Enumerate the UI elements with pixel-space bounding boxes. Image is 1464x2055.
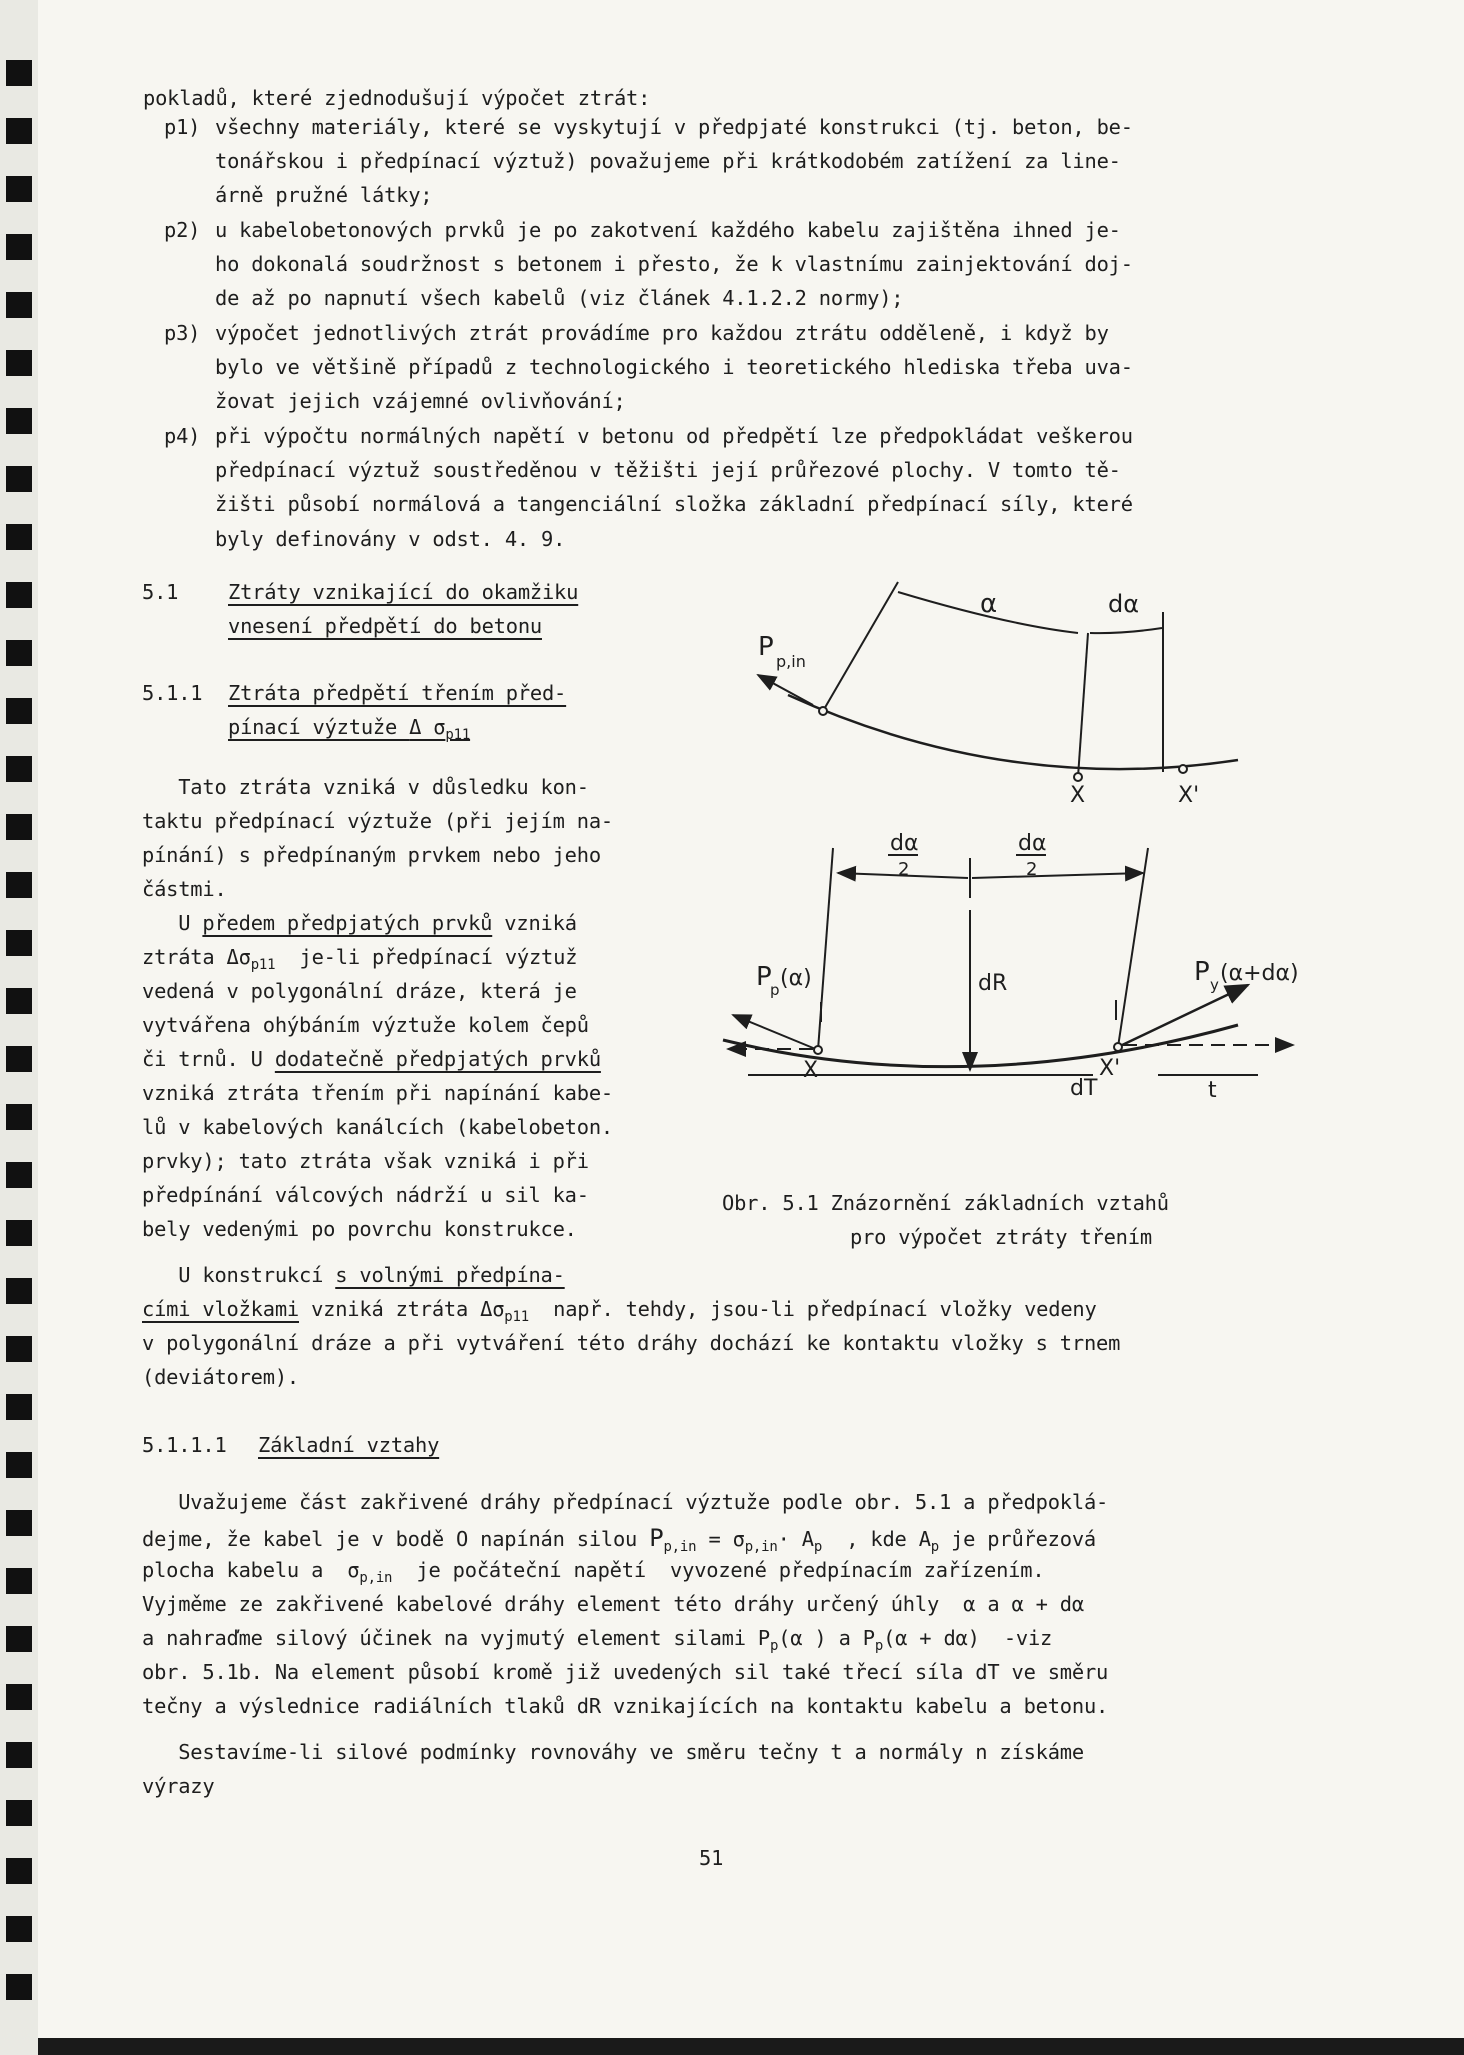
p4-marker: p4) [164,424,201,448]
p4-line: při výpočtu normálných napětí v betonu od předpětí lze předpokládat veškerou [215,424,1133,448]
paragraph-line: U předem předpjatých prvků vzniká [142,911,577,935]
p1-marker: p1) [164,115,201,139]
dalpha-arc [1090,628,1162,633]
paragraph-line: cími vložkami vzniká ztráta $\Delta\sigma_{p11}$ např. tehdy, jsou-li předpínací vložky vedeny [142,1297,1097,1326]
x-prime-label: X' [1099,1056,1121,1081]
paragraph-line: U konstrukcí s volnými předpína- [142,1263,565,1287]
t-label: t [1208,1078,1217,1103]
dR-label: dR [978,971,1008,996]
paragraph-line: vytvářena ohýbáním výztuže kolem čepů [142,1013,589,1037]
half-dalpha-num: dα [1018,831,1047,856]
dT-label: dT [1070,1076,1098,1101]
paragraph-line: prvky); tato ztráta však vzniká i při [142,1149,589,1173]
force-label: P [758,632,774,662]
p2-line: u kabelobetonových prvků je po zakotvení každého kabelu zajištěna ihned je- [215,218,1121,242]
document-page [38,0,1464,2038]
section-5-1-title: Ztráty vznikající do okamžiku [228,580,579,604]
paragraph-line: vedená v polygonální dráze, která je [142,979,577,1003]
paragraph-line: plocha kabelu a $\sigma_{p,in}$ je počáteční napětí vyvozené předpínacím zařízením. [142,1558,1045,1587]
x-label: X [1070,783,1086,808]
p1-line: tonářskou i předpínací výztuž) považujeme při krátkodobém zatížení za line- [215,149,1121,173]
paragraph-line: a nahraďme silový účinek na vyjmutý element silami $P_p(\alpha$ ) a $P_p(\alpha + d\alpha)$ -viz [142,1626,1053,1655]
radius-line [1078,633,1088,777]
alpha-label: α [980,589,998,619]
intro-line: pokladů, které zjednodušují výpočet ztrát: [143,86,651,110]
p1-line: árně pružné látky; [215,183,433,207]
left-force-arg: (α) [780,966,812,991]
radius-line [823,582,898,711]
paragraph-line: či trnů. U dodatečně předpjatých prvků [142,1047,601,1071]
force-sub-label: p,in [776,652,806,671]
half-dalpha-den: 2 [1026,859,1038,880]
paragraph-line: taktu předpínací výztuže (při jejím na- [142,809,613,833]
p3-line: bylo ve většině případů z technologického i teoretického hlediska třeba uva- [215,355,1133,379]
left-force-label: P [756,962,772,992]
right-force-label: P [1194,957,1210,987]
right-force-arg: (α+dα) [1220,961,1299,986]
paragraph-line: lů v kabelových kanálcích (kabelobeton. [142,1115,613,1139]
paragraph-line: dejme, že kabel je v bodě O napínán silou $P_{p,in} = \sigma_{p,in}\cdot A_p$ , kde $A_p$ je průřezová [142,1524,1096,1556]
cable-element [723,1025,1238,1067]
paragraph-line: bely vedenými po povrchu konstrukce. [142,1217,577,1241]
paragraph-line: výrazy [142,1774,215,1798]
figure-caption: Obr. 5.1 Znázornění základních vztahů [722,1191,1169,1215]
dimension-arrow [972,873,1143,878]
page-number: 51 [699,1846,724,1870]
p3-line: žovat jejich vzájemné ovlivňování; [215,389,626,413]
dalpha-label: dα [1108,590,1140,618]
section-5-1-1-1-title: Základní vztahy [258,1433,440,1457]
cable-curve [788,695,1238,769]
x-label: X [803,1058,819,1083]
radius-line [1118,848,1148,1047]
p1-line: všechny materiály, které se vyskytují v předpjaté konstrukci (tj. beton, be- [215,115,1133,139]
p4-line: byly definovány v odst. 4. 9. [215,527,566,551]
paragraph-line: obr. 5.1b. Na element působí kromě již uvedených sil také třecí síla dT ve směru [142,1660,1109,1684]
p2-line: ho dokonalá soudržnost s betonem i přesto, že k vlastnímu zainjektování doj- [215,252,1133,276]
p2-line: de až po napnutí všech kabelů (viz článek 4.1.2.2 normy); [215,286,904,310]
half-dalpha-num: dα [890,831,919,856]
section-5-1-1-title: pínací výztuže Δ $\sigma_{p11}$ [228,715,471,744]
figure-caption: pro výpočet ztráty třením [850,1225,1152,1249]
section-5-1-title: vnesení předpětí do betonu [228,614,542,638]
section-5-1-1-number: 5.1.1 [142,681,203,705]
force-arrow [758,675,813,705]
binder-strip [0,0,38,2055]
paragraph-line: částmi. [142,877,227,901]
p4-line: žišti působí normálová a tangenciální složka základní předpínací síly, které [215,492,1133,516]
figure-5-1 [718,570,1358,1270]
left-force-sub: p [770,981,780,999]
p2-marker: p2) [164,218,201,242]
paragraph-line: Vyjměme ze zakřivené kabelové dráhy element této dráhy určený úhly α a α + dα [142,1592,1084,1616]
paragraph-line: Uvažujeme část zakřivené dráhy předpínací výztuže podle obr. 5.1 a předpoklá- [142,1490,1109,1514]
paragraph-line: v polygonální dráze a při vytváření této dráhy dochází ke kontaktu vložky s trnem [142,1331,1121,1355]
paragraph-line: Tato ztráta vzniká v důsledku kon- [142,775,589,799]
right-force-sub: y [1210,976,1219,994]
section-5-1-1-title: Ztráta předpětí třením před- [228,681,567,705]
x-prime-label: X' [1178,783,1200,808]
paragraph-line: ztráta $\Delta\sigma_{p11}$ je-li předpínací výztuž [142,945,578,974]
paragraph-line: (deviátorem). [142,1365,299,1389]
p3-marker: p3) [164,321,201,345]
figure-top-diagram [758,582,1238,781]
section-5-1-number: 5.1 [142,580,179,604]
p4-line: předpínací výztuž soustředěnou v těžišti její průřezové plochy. V tomto tě- [215,458,1121,482]
half-dalpha-den: 2 [898,859,910,880]
paragraph-line: předpínání válcových nádrží u sil ka- [142,1183,589,1207]
paragraph-line: Sestavíme-li silové podmínky rovnováhy ve směru tečny t a normály n získáme [142,1740,1084,1764]
paragraph-line: pínání) s předpínaným prvkem nebo jeho [142,843,601,867]
section-5-1-1-1-number: 5.1.1.1 [142,1433,227,1457]
paragraph-line: tečny a výslednice radiálních tlaků dR vznikajících na kontaktu kabelu a betonu. [142,1694,1109,1718]
p3-line: výpočet jednotlivých ztrát provádíme pro každou ztrátu odděleně, i když by [215,321,1109,345]
paragraph-line: vzniká ztráta třením při napínání kabe- [142,1081,613,1105]
